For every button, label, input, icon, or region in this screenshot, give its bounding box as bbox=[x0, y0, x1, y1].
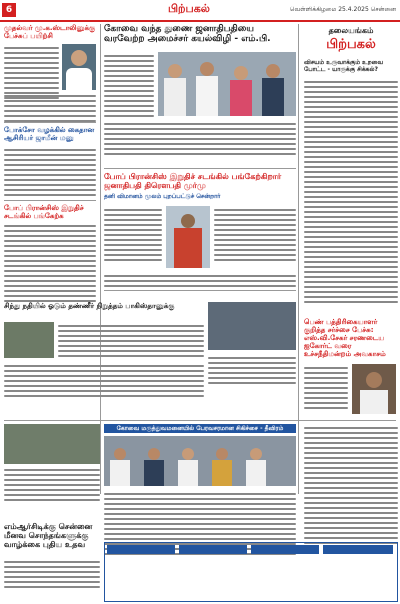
masthead bbox=[0, 0, 400, 22]
divider bbox=[4, 122, 96, 123]
bottom-left-body-2 bbox=[4, 558, 100, 591]
newspaper-brand: பிற்பகல் bbox=[168, 2, 210, 15]
column-rule bbox=[298, 24, 299, 494]
classified-tag bbox=[107, 545, 175, 554]
crowd-photo bbox=[208, 302, 296, 350]
caption-band: கோவை மருத்துவமனையில் பேரவசரமான சிகிச்சை - தீவிரம் bbox=[104, 424, 296, 433]
lower-body-text bbox=[58, 322, 204, 360]
column-rule bbox=[100, 24, 101, 494]
editorial-title: பிற்பகல் bbox=[326, 37, 376, 52]
bottom-left-photo bbox=[4, 424, 100, 464]
lower-photo bbox=[4, 322, 54, 358]
vip-welcome-photo bbox=[158, 52, 296, 116]
left-mid2-headline: போப் பிரான்சிஸ் இறுதிச் சடங்கில் பங்கேற்க bbox=[4, 204, 84, 221]
editorial-label: தலையங்கம் bbox=[328, 26, 374, 35]
classified-tag bbox=[323, 545, 393, 554]
left-body-text-2 bbox=[4, 92, 96, 125]
left-top-headline: முதல்வர் மு.க.ஸ்டாலினுக்கு பேச்சுப் பயிற்சி bbox=[4, 24, 96, 41]
pope-body-text-2 bbox=[214, 206, 296, 264]
crowd-body-text bbox=[208, 354, 296, 387]
center-body-text-2 bbox=[104, 120, 296, 158]
president-photo bbox=[166, 206, 210, 268]
lower-headline: சிந்து நதியில் ஓடும் தண்ணீர் நிறுத்தம் பாகிஸ்தானுக்கு bbox=[4, 302, 175, 310]
sv-sekar-headline: பெண் பத்திரிகையாளர் குறித்த சர்ச்சை பேச்சு: எஸ்.வி.சேகர் சரணடைய ஐகோர்ட் வரை உச்சநீதிமன்றம் அவகாசம் bbox=[304, 318, 386, 359]
divider bbox=[104, 168, 296, 169]
left-body-text-4 bbox=[4, 222, 96, 305]
bottom-left-headline: எம்ஆர்சிடிக்கு சென்னை மீனவ சொந்தங்களுக்கு வாழ்க்கை புதிய உதவ bbox=[4, 522, 93, 550]
pope-subhead: தனி விமானம் மூலம் புறப்பட்டுச் சென்றார் bbox=[104, 193, 221, 200]
pope-body-text-3 bbox=[104, 272, 296, 290]
main-headline: கோவை வந்த துணை ஜனாதிபதியை வரவேற்ற அமைச்சர் கயல்விழி - எம்.பி. bbox=[104, 24, 271, 45]
page-number: 6 bbox=[2, 3, 16, 17]
editorial-subhead: விசயம் உருவாக்கும் உறவை போட்ட - யாருக்கு சிக்கல்? bbox=[304, 59, 384, 73]
pope-headline: போப் பிரான்சிஸ் இறுதிச் சடங்கில் பங்கேற்கிறார் ஜனாதிபதி திரௌபதி முர்மு bbox=[104, 172, 282, 191]
classified-tag bbox=[179, 545, 247, 554]
classified-tag bbox=[251, 545, 319, 554]
center-body-text bbox=[104, 52, 154, 120]
editorial-body bbox=[304, 78, 398, 306]
date-line: வெள்ளிக்கிழமை 25.4.2025 சென்னை bbox=[289, 6, 396, 13]
left-body-text-3 bbox=[4, 146, 96, 199]
pope-body-text bbox=[104, 206, 162, 264]
divider bbox=[104, 290, 296, 291]
sv-sekar-photo bbox=[352, 364, 396, 414]
left-mid-headline: போக்சோ வழக்கில் கைதான ஆசிரியர் ஜாமீன் மனு bbox=[4, 126, 95, 143]
lower-body-text-2 bbox=[4, 362, 204, 400]
event-group-photo bbox=[104, 436, 296, 486]
classifieds-strip bbox=[104, 542, 398, 602]
portrait-photo bbox=[62, 44, 96, 90]
divider bbox=[4, 200, 96, 201]
bottom-left-body bbox=[4, 466, 100, 504]
bottom-right-body bbox=[304, 424, 398, 547]
divider bbox=[4, 420, 396, 421]
sv-sekar-body bbox=[304, 364, 348, 412]
